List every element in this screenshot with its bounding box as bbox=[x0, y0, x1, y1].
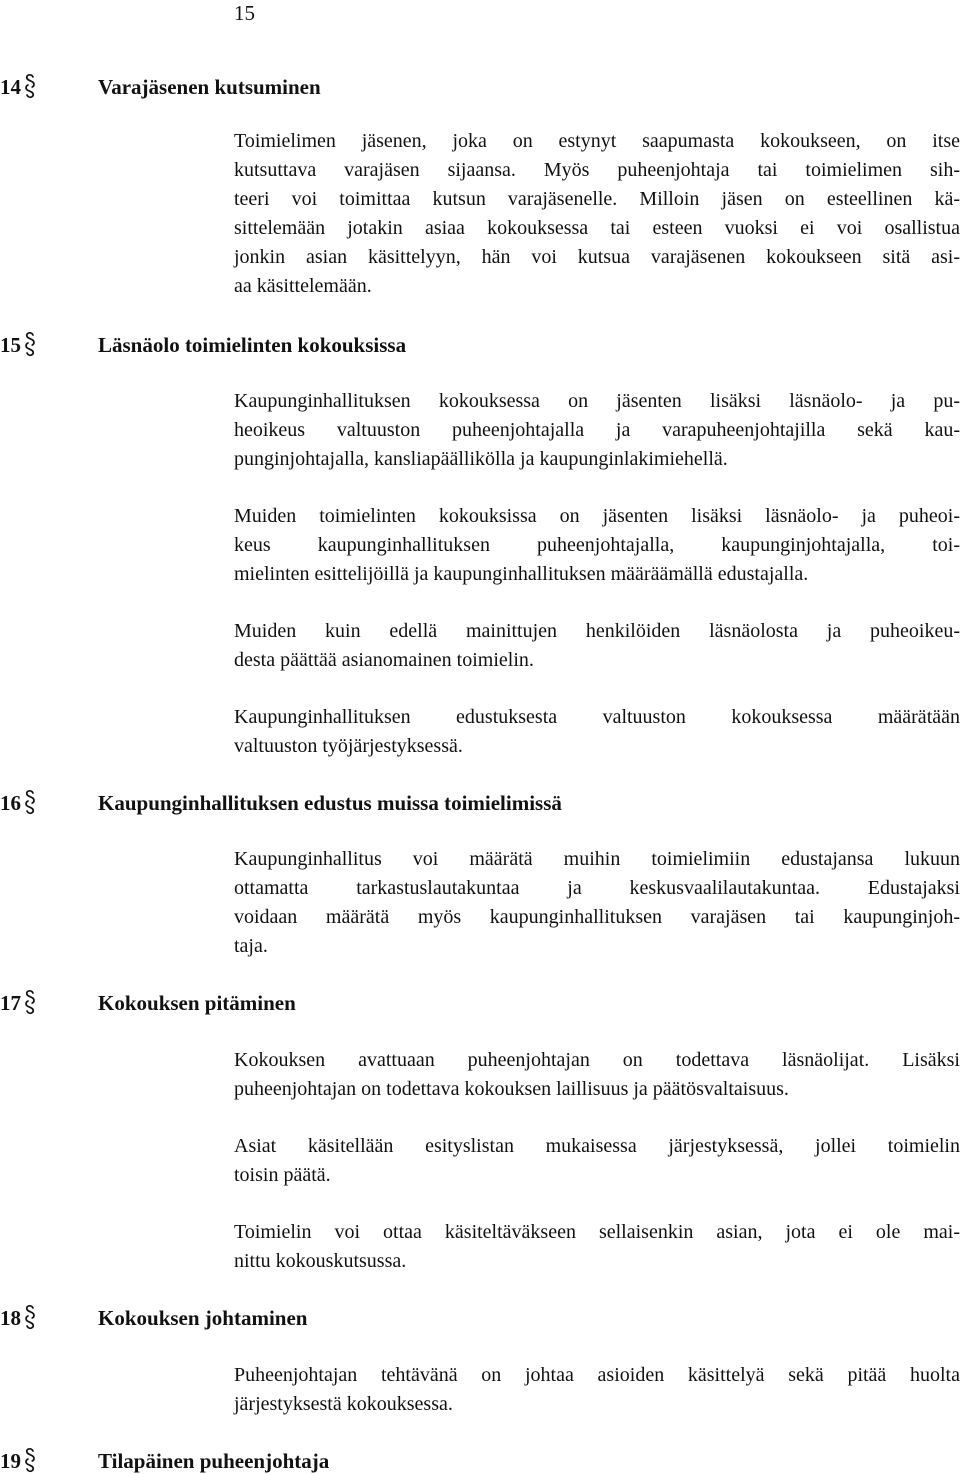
text-line: teeri voi toimittaa kutsun varajäsenelle. Milloin jäsen on esteellinen kä- bbox=[234, 188, 960, 210]
text-line: puheenjohtajan on todettava kokouksen laillisuus ja päätösvaltaisuus. bbox=[234, 1078, 789, 1100]
text-line: nittu kokouskutsussa. bbox=[234, 1250, 407, 1272]
section-number: 17 bbox=[0, 991, 21, 1015]
section-title: Kokouksen johtaminen bbox=[98, 1306, 308, 1330]
section-sign-icon bbox=[24, 789, 98, 816]
text-line: Muiden kuin edellä mainittujen henkilöiden läsnäolosta ja puheoikeu- bbox=[234, 620, 960, 642]
section-title: Tilapäinen puheenjohtaja bbox=[98, 1449, 330, 1473]
text-line: sittelemään jotakin asiaa kokouksessa tai esteen vuoksi ei voi osallistua bbox=[234, 217, 960, 239]
paragraph-agenda-order bbox=[234, 1132, 960, 1190]
text-line: aa käsittelemään. bbox=[234, 275, 372, 297]
section-number: 19 bbox=[0, 1449, 21, 1473]
text-line: desta päättää asianomainen toimielin. bbox=[234, 649, 534, 671]
text-line: Kaupunginhallituksen edustuksesta valtuuston kokouksessa määrätään bbox=[234, 706, 960, 728]
section-sign-icon bbox=[24, 73, 98, 100]
paragraph-presence-other-bodies bbox=[234, 502, 960, 589]
text-line: kutsuttava varajäsen sijaansa. Myös puheenjohtaja tai toimielimen sih- bbox=[234, 159, 960, 181]
section-heading-18 bbox=[0, 1304, 307, 1331]
text-line: valtuuston työjärjestyksessä. bbox=[234, 735, 463, 757]
section-sign-icon bbox=[24, 1304, 98, 1331]
paragraph-presence-others bbox=[234, 617, 960, 675]
text-line: Asiat käsitellään esityslistan mukaisessa järjestyksessä, jollei toimielin bbox=[234, 1135, 960, 1157]
paragraph-council-representation bbox=[234, 703, 960, 761]
section-title: Kokouksen pitäminen bbox=[98, 991, 296, 1015]
text-line: Kokouksen avattuaan puheenjohtajan on todettava läsnäolijat. Lisäksi bbox=[234, 1049, 960, 1071]
page-number: 15 bbox=[234, 1, 255, 25]
section-heading-15 bbox=[0, 331, 406, 358]
text-line: Kaupunginhallitus voi määrätä muihin toimielimiin edustajansa lukuun bbox=[234, 848, 960, 870]
section-heading-17 bbox=[0, 989, 296, 1016]
section-title: Läsnäolo toimielinten kokouksissa bbox=[98, 333, 407, 357]
text-line: keus kaupunginhallituksen puheenjohtajalla, kaupunginjohtajalla, toi- bbox=[234, 534, 960, 556]
text-line: taja. bbox=[234, 935, 268, 957]
paragraph-meeting-opening bbox=[234, 1046, 960, 1104]
paragraph-extra-matters bbox=[234, 1218, 960, 1276]
section-heading-19 bbox=[0, 1447, 329, 1474]
text-line: heoikeus valtuuston puheenjohtajalla ja varapuheenjohtajilla sekä kau- bbox=[234, 419, 960, 441]
text-line: Toimielin voi ottaa käsiteltäväkseen sellaisenkin asian, jota ei ole mai- bbox=[234, 1221, 960, 1243]
text-line: jonkin asian käsittelyyn, hän voi kutsua varajäsenen kokoukseen sitä asi- bbox=[234, 246, 960, 268]
paragraph-presence-board bbox=[234, 387, 960, 474]
section-number: 14 bbox=[0, 75, 21, 99]
section-heading-14 bbox=[0, 73, 321, 100]
text-line: toisin päätä. bbox=[234, 1164, 331, 1186]
section-number: 15 bbox=[0, 333, 21, 357]
text-line: punginjohtajalla, kansliapäällikölla ja kaupunginlakimiehellä. bbox=[234, 448, 728, 470]
section-title: Varajäsenen kutsuminen bbox=[98, 75, 321, 99]
section-number: 16 bbox=[0, 791, 21, 815]
text-line: mielinten esittelijöillä ja kaupunginhallituksen määräämällä edustajalla. bbox=[234, 563, 809, 585]
text-line: Muiden toimielinten kokouksissa on jäsenten lisäksi läsnäolo- ja puheoi- bbox=[234, 505, 960, 527]
text-line: voidaan määrätä myös kaupunginhallituksen varajäsen tai kaupunginjoh- bbox=[234, 906, 960, 928]
text-line: Kaupunginhallituksen kokouksessa on jäsenten lisäksi läsnäolo- ja pu- bbox=[234, 390, 960, 412]
paragraph-substitute-invitation bbox=[234, 127, 960, 301]
section-heading-16 bbox=[0, 789, 562, 816]
section-sign-icon bbox=[24, 989, 98, 1016]
text-line: Toimielimen jäsenen, joka on estynyt saapumasta kokoukseen, on itse bbox=[234, 130, 960, 152]
section-title: Kaupunginhallituksen edustus muissa toimielimissä bbox=[98, 791, 562, 815]
section-sign-icon bbox=[24, 331, 98, 358]
text-line: järjestyksestä kokouksessa. bbox=[234, 1393, 453, 1415]
text-line: Puheenjohtajan tehtävänä on johtaa asioiden käsittelyä sekä pitää huolta bbox=[234, 1364, 960, 1386]
section-sign-icon bbox=[24, 1447, 98, 1474]
text-line: ottamatta tarkastuslautakuntaa ja keskusvaalilautakuntaa. Edustajaksi bbox=[234, 877, 960, 899]
section-number: 18 bbox=[0, 1306, 21, 1330]
paragraph-chair-duties bbox=[234, 1361, 960, 1419]
paragraph-representation-other-bodies bbox=[234, 845, 960, 961]
